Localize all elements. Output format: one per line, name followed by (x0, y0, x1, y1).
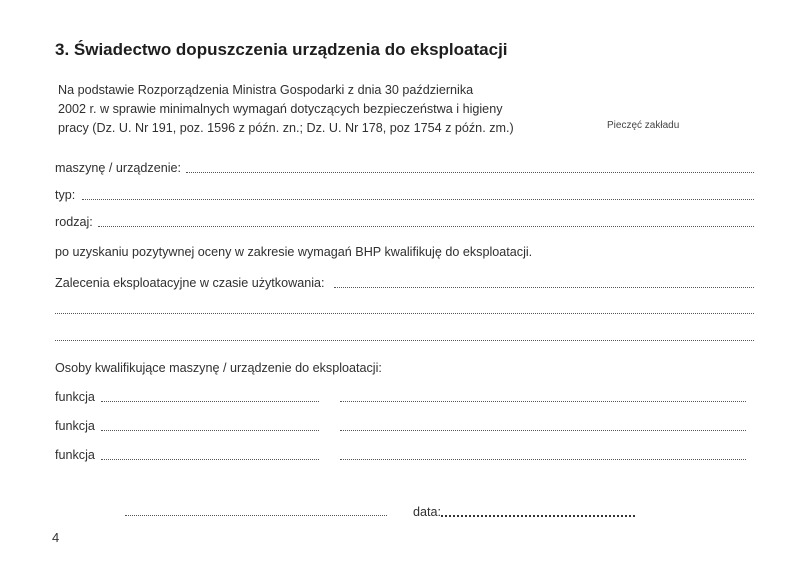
signature-line[interactable] (125, 515, 387, 516)
date-input-line[interactable] (441, 515, 635, 517)
qualification-statement: po uzyskaniu pozytywnej oceny w zakresie wymagań BHP kwalifikuję do eksploatacji. (55, 245, 533, 259)
name-input-1[interactable] (340, 401, 746, 402)
function-label-1: funkcja (55, 390, 95, 404)
function-input-1[interactable] (101, 401, 319, 402)
function-label-2: funkcja (55, 419, 95, 433)
function-input-2[interactable] (101, 430, 319, 431)
machine-input-line[interactable] (186, 172, 754, 173)
function-label-3: funkcja (55, 448, 95, 462)
name-input-3[interactable] (340, 459, 746, 460)
qualifiers-heading: Osoby kwalifikujące maszynę / urządzenie do eksploatacji: (55, 361, 382, 375)
machine-label: maszynę / urządzenie: (55, 161, 181, 175)
function-input-3[interactable] (101, 459, 319, 460)
kind-input-line[interactable] (98, 226, 754, 227)
recommendations-line-1[interactable] (334, 287, 754, 288)
type-label: typ: (55, 188, 76, 202)
section-title: 3. Świadectwo dopuszczenia urządzenia do eksploatacji (55, 40, 508, 59)
recommendations-label: Zalecenia eksploatacyjne w czasie użytkowania: (55, 276, 325, 290)
page-number: 4 (52, 530, 60, 545)
type-input-line[interactable] (82, 199, 754, 200)
legal-basis-line-3: pracy (Dz. U. Nr 191, poz. 1596 z późn. zn.; Dz. U. Nr 178, poz 1754 z późn. zm.) (58, 121, 514, 135)
legal-basis-line-2: 2002 r. w sprawie minimalnych wymagań dotyczących bezpieczeństwa i higieny (58, 102, 503, 116)
name-input-2[interactable] (340, 430, 746, 431)
kind-label: rodzaj: (55, 215, 93, 229)
company-stamp-label: Pieczęć zakładu (607, 120, 680, 131)
recommendations-line-3[interactable] (55, 340, 754, 341)
legal-basis-line-1: Na podstawie Rozporządzenia Ministra Gospodarki z dnia 30 października (58, 83, 474, 97)
date-label: data: (413, 505, 442, 519)
recommendations-line-2[interactable] (55, 313, 754, 314)
